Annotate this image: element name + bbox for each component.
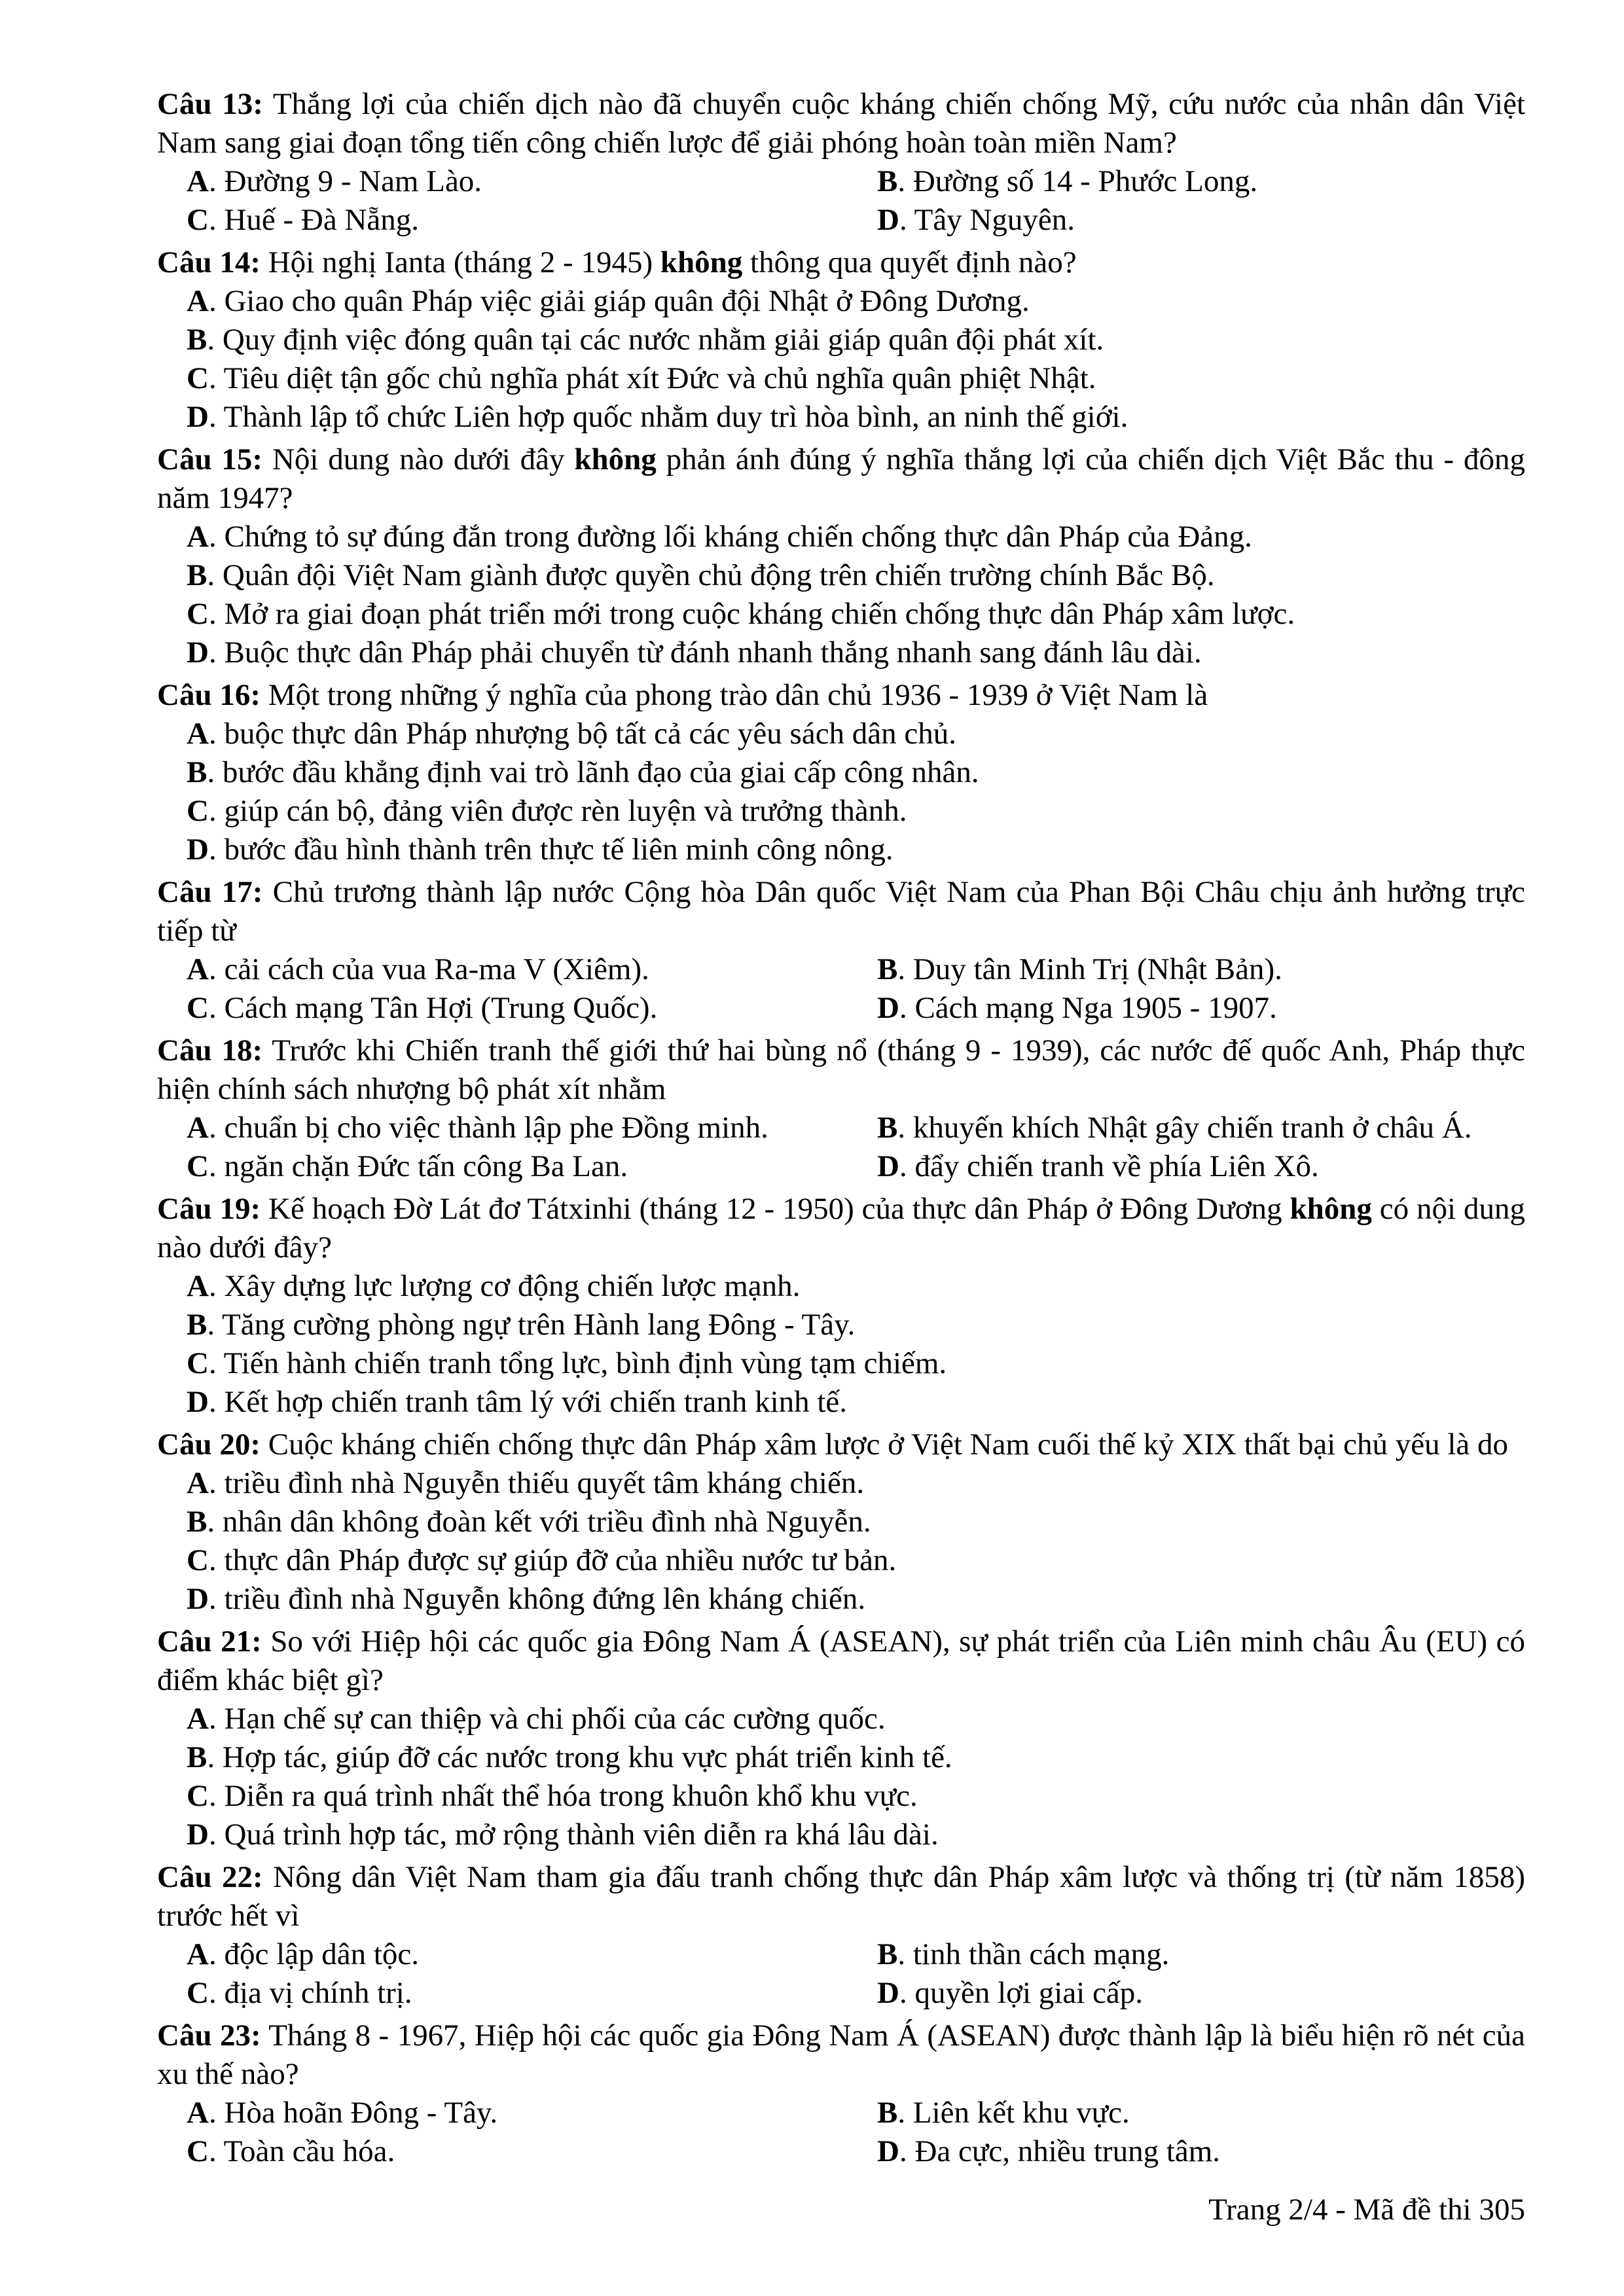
option-letter: B <box>187 755 208 789</box>
option-text: . Kết hợp chiến tranh tâm lý với chiến tranh kinh tế. <box>208 1385 848 1419</box>
option-text: . thực dân Pháp được sự giúp đỡ của nhiều nước tư bản. <box>208 1543 897 1577</box>
option-text: . Tăng cường phòng ngự trên Hành lang Đông - Tây. <box>207 1308 856 1342</box>
option-letter: A <box>187 1466 209 1500</box>
option-letter: D <box>877 203 899 237</box>
option-letter: A <box>187 1111 209 1145</box>
option-text: . Đường số 14 - Phước Long. <box>897 164 1258 198</box>
option-letter: C <box>187 991 209 1025</box>
question-list <box>157 85 1525 2171</box>
option-text: . Đường 9 - Nam Lào. <box>208 164 482 198</box>
question-pre: Nội dung nào dưới đây <box>272 442 575 476</box>
question <box>157 1426 1525 1619</box>
options <box>157 1109 1525 1186</box>
option-letter: C <box>187 1149 209 1183</box>
option-letter: D <box>187 1385 209 1419</box>
option <box>877 989 1525 1028</box>
question-text <box>157 873 1525 950</box>
question-bold-word: không <box>1290 1192 1372 1226</box>
option <box>187 1580 1525 1619</box>
option <box>187 1267 1525 1306</box>
options <box>157 715 1525 869</box>
option-text: . khuyến khích Nhật gây chiến tranh ở châu Á. <box>897 1111 1472 1145</box>
option-text: . Đa cực, nhiều trung tâm. <box>899 2134 1221 2168</box>
option-letter: A <box>187 520 209 554</box>
option-letter: B <box>877 952 898 986</box>
option <box>187 989 877 1028</box>
option-letter: D <box>187 636 209 670</box>
option <box>187 321 1525 359</box>
question-label: Câu 19: <box>157 1192 261 1226</box>
question-text <box>157 2017 1525 2094</box>
question-text <box>157 440 1525 518</box>
option-text: . Diễn ra quá trình nhất thể hóa trong khuôn khổ khu vực. <box>208 1779 918 1813</box>
question-text <box>157 85 1525 162</box>
question-label: Câu 15: <box>157 442 263 476</box>
option-text: . độc lập dân tộc. <box>208 1937 420 1971</box>
option <box>187 595 1525 634</box>
question-text <box>157 243 1525 282</box>
question-pre: Chủ trương thành lập nước Cộng hòa Dân quốc Việt Nam của Phan Bội Châu chịu ảnh hưởng trực tiếp từ <box>157 875 1526 948</box>
option <box>187 1816 1525 1854</box>
question-pre: So với Hiệp hội các quốc gia Đông Nam Á (ASEAN), sự phát triển của Liên minh châu Âu (EU) có điểm khác biệt gì? <box>157 1624 1526 1697</box>
option <box>187 2132 877 2171</box>
option <box>877 950 1525 989</box>
option-text: . Toàn cầu hóa. <box>208 2134 395 2168</box>
option-text: . địa vị chính trị. <box>208 1976 412 2010</box>
option-text: . Xây dựng lực lượng cơ động chiến lược mạnh. <box>208 1269 801 1303</box>
option-letter: A <box>187 2096 209 2130</box>
option-text: . triều đình nhà Nguyễn không đứng lên kháng chiến. <box>208 1582 866 1616</box>
option <box>877 1974 1525 2013</box>
option-letter: C <box>187 1346 209 1380</box>
option-text: . Tiêu diệt tận gốc chủ nghĩa phát xít Đức và chủ nghĩa quân phiệt Nhật. <box>208 361 1096 395</box>
option <box>187 201 877 240</box>
option-letter: D <box>877 1149 899 1183</box>
option-letter: B <box>187 1740 208 1774</box>
option <box>877 201 1525 240</box>
option-letter: D <box>187 400 209 434</box>
option <box>877 1147 1525 1186</box>
options <box>157 1267 1525 1422</box>
option-text: . ngăn chặn Đức tấn công Ba Lan. <box>208 1149 628 1183</box>
question <box>157 1858 1525 2013</box>
option-text: . chuẩn bị cho việc thành lập phe Đồng minh. <box>208 1111 768 1145</box>
option <box>877 2094 1525 2132</box>
option-letter: C <box>187 2134 209 2168</box>
options <box>157 1464 1525 1619</box>
option-letter: C <box>187 1976 209 2010</box>
option <box>187 518 1525 556</box>
option-letter: A <box>187 1269 209 1303</box>
question-text <box>157 1426 1525 1464</box>
question-label: Câu 16: <box>157 678 261 712</box>
option <box>187 359 1525 398</box>
option-text: . buộc thực dân Pháp nhượng bộ tất cả các yêu sách dân chủ. <box>208 717 957 751</box>
option <box>187 1503 1525 1541</box>
question-label: Câu 14: <box>157 245 261 279</box>
option-text: . Liên kết khu vực. <box>897 2096 1130 2130</box>
question <box>157 1031 1525 1186</box>
option-text: . Huế - Đà Nẵng. <box>208 203 420 237</box>
option-letter: A <box>187 717 209 751</box>
option-text: . Quá trình hợp tác, mở rộng thành viên diễn ra khá lâu dài. <box>208 1818 939 1852</box>
option <box>187 1306 1525 1344</box>
option-text: . Cách mạng Tân Hợi (Trung Quốc). <box>208 991 658 1025</box>
options <box>157 1935 1525 2013</box>
question <box>157 873 1525 1028</box>
option <box>187 715 1525 753</box>
question <box>157 85 1525 240</box>
option-letter: C <box>187 597 209 631</box>
option-letter: D <box>187 1582 209 1616</box>
question-text <box>157 1190 1525 1267</box>
option-text: . triều đình nhà Nguyễn thiếu quyết tâm kháng chiến. <box>208 1466 865 1500</box>
question-post: có nội dung nào dưới đây? <box>157 1192 1526 1265</box>
question-pre: Thắng lợi của chiến dịch nào đã chuyển cuộc kháng chiến chống Mỹ, cứu nước của nhân dân Việt Nam sang giai đoạn tổng tiến công chiến lược để giải phóng hoàn toàn miền Nam? <box>157 87 1526 160</box>
option-letter: C <box>187 1543 209 1577</box>
option-text: . Hạn chế sự can thiệp và chi phối của các cường quốc. <box>208 1702 886 1736</box>
question-text <box>157 1623 1525 1700</box>
option-letter: C <box>187 203 209 237</box>
option-text: . Quy định việc đóng quân tại các nước nhằm giải giáp quân đội phát xít. <box>207 323 1104 357</box>
option-text: . cải cách của vua Ra-ma V (Xiêm). <box>208 952 649 986</box>
option-letter: C <box>187 794 209 828</box>
question <box>157 440 1525 672</box>
option <box>187 1700 1525 1738</box>
option <box>187 1383 1525 1422</box>
option <box>187 398 1525 437</box>
option-letter: B <box>187 1308 208 1342</box>
option-letter: B <box>187 558 208 592</box>
question <box>157 1623 1525 1854</box>
question-text <box>157 676 1525 715</box>
option-text: . Hòa hoãn Đông - Tây. <box>208 2096 498 2130</box>
question-pre: Tháng 8 - 1967, Hiệp hội các quốc gia Đông Nam Á (ASEAN) được thành lập là biểu hiện rõ nét của xu thế nào? <box>157 2018 1525 2091</box>
option-text: . đẩy chiến tranh về phía Liên Xô. <box>899 1149 1319 1183</box>
question-bold-word: không <box>574 442 657 476</box>
option-letter: D <box>187 833 209 867</box>
option-letter: B <box>187 323 208 357</box>
question <box>157 676 1525 869</box>
option-text: . Thành lập tổ chức Liên hợp quốc nhằm duy trì hòa bình, an ninh thế giới. <box>208 400 1128 434</box>
question-pre: Cuộc kháng chiến chống thực dân Pháp xâm lược ở Việt Nam cuối thế kỷ XIX thất bại chủ yếu là do <box>268 1427 1508 1462</box>
options <box>157 282 1525 437</box>
option <box>187 556 1525 595</box>
option <box>187 792 1525 831</box>
question-label: Câu 13: <box>157 87 263 121</box>
option-letter: A <box>187 952 209 986</box>
option <box>187 1935 877 1974</box>
option-text: . giúp cán bộ, đảng viên được rèn luyện và trưởng thành. <box>208 794 907 828</box>
question-label: Câu 20: <box>157 1427 261 1462</box>
option-letter: B <box>187 1505 208 1539</box>
option-text: . bước đầu khẳng định vai trò lãnh đạo của giai cấp công nhân. <box>207 755 979 789</box>
option-letter: D <box>187 1818 209 1852</box>
option-letter: D <box>877 991 899 1025</box>
options <box>157 162 1525 240</box>
question-pre: Hội nghị Ianta (tháng 2 - 1945) <box>268 245 660 279</box>
options <box>157 950 1525 1028</box>
question-text <box>157 1031 1525 1109</box>
option-text: . nhân dân không đoàn kết với triều đình nhà Nguyễn. <box>207 1505 871 1539</box>
question-label: Câu 18: <box>157 1033 263 1067</box>
question-post: phản ánh đúng ý nghĩa thắng lợi của chiến dịch Việt Bắc thu - đông năm 1947? <box>157 442 1526 515</box>
question-bold-word: không <box>660 245 743 279</box>
option-letter: B <box>877 1937 898 1971</box>
option-letter: A <box>187 164 209 198</box>
option <box>187 2094 877 2132</box>
option-text: . Tiến hành chiến tranh tổng lực, bình định vùng tạm chiếm. <box>208 1346 947 1380</box>
option-letter: D <box>877 2134 899 2168</box>
option <box>187 1738 1525 1777</box>
option <box>187 831 1525 869</box>
option-text: . Tây Nguyên. <box>899 203 1075 237</box>
option-text: . tinh thần cách mạng. <box>897 1937 1170 1971</box>
option <box>187 950 877 989</box>
question-post: thông qua quyết định nào? <box>742 245 1077 279</box>
options <box>157 2094 1525 2171</box>
option-text: . Duy tân Minh Trị (Nhật Bản). <box>897 952 1282 986</box>
question-label: Câu 22: <box>157 1860 263 1894</box>
question <box>157 243 1525 437</box>
option <box>187 1464 1525 1503</box>
option-letter: B <box>877 2096 898 2130</box>
option-text: . Buộc thực dân Pháp phải chuyển từ đánh nhanh thắng nhanh sang đánh lâu dài. <box>208 636 1202 670</box>
option-text: . Cách mạng Nga 1905 - 1907. <box>899 991 1277 1025</box>
options <box>157 518 1525 672</box>
question-pre: Trước khi Chiến tranh thế giới thứ hai bùng nổ (tháng 9 - 1939), các nước đế quốc Anh, Pháp thực hiện chính sách nhượng bộ phát xít nhằm <box>157 1033 1525 1106</box>
option-letter: A <box>187 1937 209 1971</box>
option <box>187 282 1525 321</box>
question <box>157 1190 1525 1422</box>
footer-text: Trang 2/4 - Mã đề thi 305 <box>1208 2193 1525 2227</box>
option-letter: B <box>877 1111 898 1145</box>
option-letter: A <box>187 1702 209 1736</box>
option <box>187 1974 877 2013</box>
option-letter: A <box>187 284 209 318</box>
option <box>187 1109 877 1147</box>
option-letter: D <box>877 1976 899 2010</box>
option-text: . Hợp tác, giúp đỡ các nước trong khu vực phát triển kinh tế. <box>207 1740 952 1774</box>
question-label: Câu 23: <box>157 2018 261 2053</box>
question-label: Câu 17: <box>157 875 263 909</box>
option-text: . quyền lợi giai cấp. <box>899 1976 1143 2010</box>
option-text: . Mở ra giai đoạn phát triển mới trong cuộc kháng chiến chống thực dân Pháp xâm lược. <box>208 597 1295 631</box>
option <box>187 1541 1525 1580</box>
option <box>187 162 877 201</box>
option <box>187 753 1525 792</box>
question-label: Câu 21: <box>157 1624 262 1659</box>
option <box>187 1147 877 1186</box>
question-pre: Nông dân Việt Nam tham gia đấu tranh chống thực dân Pháp xâm lược và thống trị (từ năm 1858) trước hết vì <box>157 1860 1526 1933</box>
question-text <box>157 1858 1525 1935</box>
option <box>187 1777 1525 1816</box>
option-text: . Chứng tỏ sự đúng đắn trong đường lối kháng chiến chống thực dân Pháp của Đảng. <box>208 520 1252 554</box>
option-text: . bước đầu hình thành trên thực tế liên minh công nông. <box>208 833 893 867</box>
question-pre: Một trong những ý nghĩa của phong trào dân chủ 1936 - 1939 ở Việt Nam là <box>268 678 1208 712</box>
options <box>157 1700 1525 1854</box>
option <box>877 2132 1525 2171</box>
option-letter: C <box>187 1779 209 1813</box>
page-footer <box>157 2191 1525 2229</box>
question <box>157 2017 1525 2171</box>
option <box>877 162 1525 201</box>
option-text: . Quân đội Việt Nam giành được quyền chủ động trên chiến trường chính Bắc Bộ. <box>207 558 1215 592</box>
option-letter: B <box>877 164 898 198</box>
option-letter: C <box>187 361 209 395</box>
option <box>877 1109 1525 1147</box>
question-pre: Kế hoạch Đờ Lát đơ Tátxinhi (tháng 12 - 1950) của thực dân Pháp ở Đông Dương <box>268 1192 1290 1226</box>
option <box>187 1344 1525 1383</box>
option <box>187 634 1525 672</box>
option <box>877 1935 1525 1974</box>
option-text: . Giao cho quân Pháp việc giải giáp quân đội Nhật ở Đông Dương. <box>208 284 1030 318</box>
